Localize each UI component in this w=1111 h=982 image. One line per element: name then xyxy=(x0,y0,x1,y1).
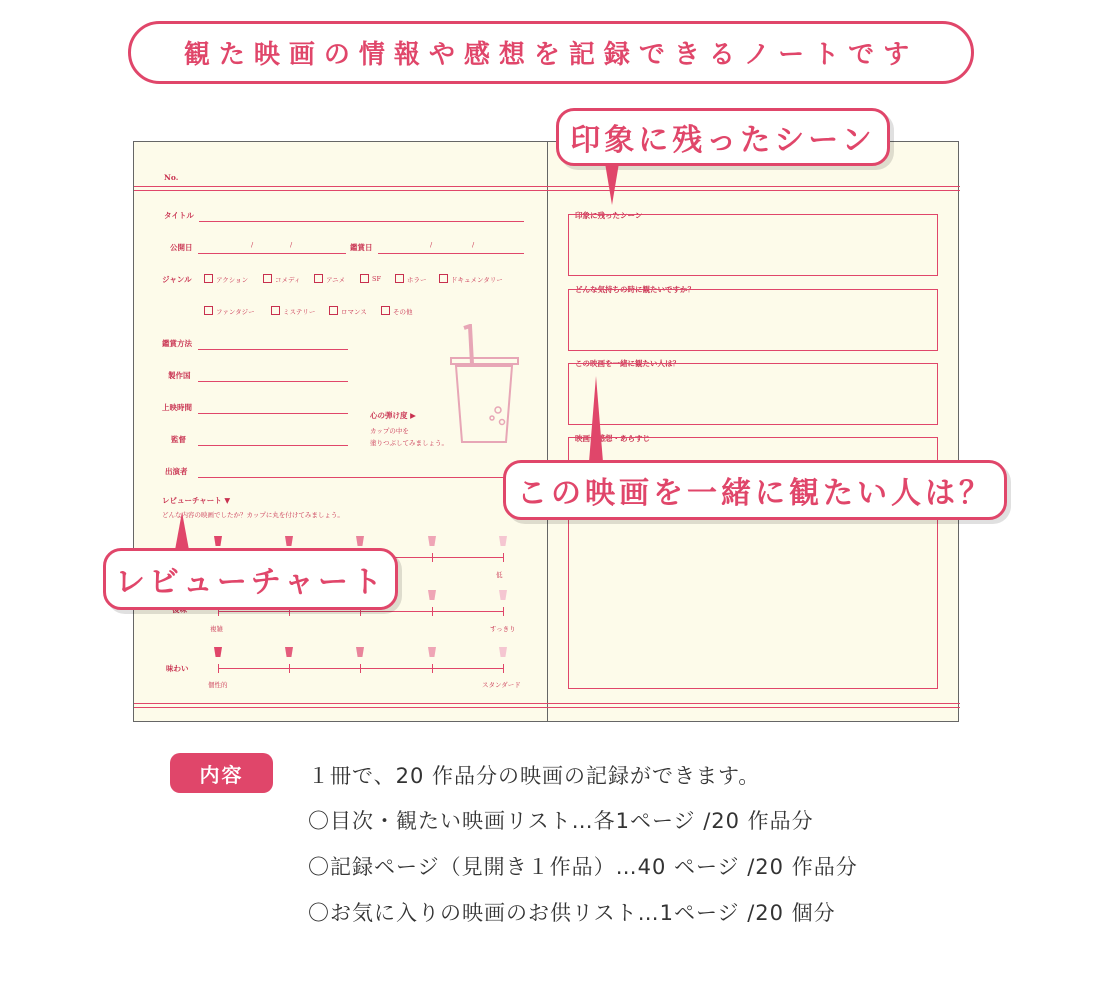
title-line[interactable] xyxy=(199,221,524,222)
scale-tick xyxy=(503,553,504,562)
contents-line: 〇お気に入りの映画のお供リスト…1ページ /20 個分 xyxy=(308,901,836,925)
scale-tick xyxy=(432,553,433,562)
callout-watch-with: この映画を一緒に観たい人は？ xyxy=(503,460,1007,520)
contents-badge: 内容 xyxy=(170,753,273,793)
scale-cup-icon[interactable] xyxy=(356,536,364,546)
scale-tick xyxy=(360,664,361,673)
scale-right-label: すっきり xyxy=(490,625,516,633)
genre-checkbox[interactable] xyxy=(314,274,323,283)
release-label: 公開日 xyxy=(170,243,193,252)
scale-cup-icon[interactable] xyxy=(285,536,293,546)
scale-cup-icon[interactable] xyxy=(499,536,507,546)
genre-option: ミステリー xyxy=(283,308,316,316)
country-label: 製作国 xyxy=(168,371,191,380)
genre-checkbox[interactable] xyxy=(439,274,448,283)
runtime-line[interactable] xyxy=(198,413,348,414)
cast-line[interactable] xyxy=(198,477,523,478)
contents-line: 〇目次・観たい映画リスト…各1ページ /20 作品分 xyxy=(308,809,814,833)
callout-impressive-scene: 印象に残ったシーン xyxy=(556,108,890,166)
scale-tick xyxy=(218,664,219,673)
scale-row-label: 味わい xyxy=(166,664,189,673)
watch-with-box[interactable] xyxy=(568,363,938,425)
notebook-spine xyxy=(547,142,548,721)
scale-right-label: 低 xyxy=(496,571,503,579)
director-label: 監督 xyxy=(171,435,186,444)
cast-label: 出演者 xyxy=(165,467,188,476)
section-label: この映画を一緒に観たい人は？ xyxy=(575,359,680,368)
genre-checkbox[interactable] xyxy=(329,306,338,315)
genre-checkbox[interactable] xyxy=(360,274,369,283)
scale-cup-icon[interactable] xyxy=(356,647,364,657)
method-label: 鑑賞方法 xyxy=(162,339,192,348)
genre-option: ホラー xyxy=(407,276,427,284)
heart-meter-label: 心の弾け度 ▶ xyxy=(370,411,416,420)
genre-checkbox[interactable] xyxy=(271,306,280,315)
review-chart-label: レビューチャート ▼ xyxy=(162,496,231,505)
section-label: どんな気持ちの時に観たいですか？ xyxy=(575,285,695,294)
callout-review-chart: レビューチャート xyxy=(103,548,398,610)
scale-tick xyxy=(289,664,290,673)
scale-cup-icon[interactable] xyxy=(499,590,507,600)
scale-cup-icon[interactable] xyxy=(428,590,436,600)
scale-left-label: 複雑 xyxy=(210,625,223,633)
genre-label: ジャンル xyxy=(162,275,192,284)
contents-line: １冊で、20 作品分の映画の記録ができます。 xyxy=(308,764,761,788)
contents-line: 〇記録ページ（見開き１作品）…40 ページ /20 作品分 xyxy=(308,855,858,879)
scale-tick xyxy=(432,607,433,616)
scale-cup-icon[interactable] xyxy=(285,647,293,657)
scale-tick xyxy=(432,664,433,673)
review-chart-desc: どんな内容の映画でしたか？カップに丸を付けてみましょう。 xyxy=(162,511,344,519)
genre-checkbox[interactable] xyxy=(263,274,272,283)
no-label: No. xyxy=(164,173,179,182)
genre-checkbox[interactable] xyxy=(204,274,213,283)
genre-option: その他 xyxy=(393,308,413,316)
impressive-scene-box[interactable] xyxy=(568,214,938,276)
genre-option: アクション xyxy=(216,276,249,284)
title-label: タイトル xyxy=(164,211,194,220)
genre-option: ドキュメンタリー xyxy=(451,276,503,284)
watch-date-label: 鑑賞日 xyxy=(350,243,373,252)
mood-box[interactable] xyxy=(568,289,938,351)
scale-cup-icon[interactable] xyxy=(428,536,436,546)
genre-option: ファンタジー xyxy=(216,308,255,316)
country-line[interactable] xyxy=(198,381,348,382)
scale-tick xyxy=(503,664,504,673)
genre-option: コメディ xyxy=(275,276,301,284)
cup-meter-icon[interactable] xyxy=(444,324,524,449)
genre-checkbox[interactable] xyxy=(381,306,390,315)
scale-right-label: スタンダード xyxy=(482,681,521,689)
scale-cup-icon[interactable] xyxy=(214,536,222,546)
watch-date-line[interactable] xyxy=(378,253,524,254)
scale-cup-icon[interactable] xyxy=(214,647,222,657)
scale-cup-icon[interactable] xyxy=(428,647,436,657)
scale-tick xyxy=(503,607,504,616)
director-line[interactable] xyxy=(198,445,348,446)
header-title: 観た映画の情報や感想を記録できるノートです xyxy=(128,21,974,84)
section-label: 印象に残ったシーン xyxy=(575,211,643,220)
genre-option: SF xyxy=(372,275,381,283)
genre-checkbox[interactable] xyxy=(204,306,213,315)
runtime-label: 上映時間 xyxy=(162,403,192,412)
genre-option: アニメ xyxy=(326,276,346,284)
section-label: 映画の感想・あらすじ xyxy=(575,434,650,443)
scale-cup-icon[interactable] xyxy=(499,647,507,657)
genre-checkbox[interactable] xyxy=(395,274,404,283)
release-line[interactable] xyxy=(198,253,346,254)
notebook-spread: No. タイトル 公開日 / / 鑑賞日 / / ジャンル アクション コメディ アニメ SF ホラー ドキュメンタリー ファンタジー ミステリー ロマンス その他 鑑賞方法 製作国 上映時間 監督 出演者 心の弾け度 ▶ カップの中を 塗りつぶしてみましょう。 レビューチャート ▼ どんな内容の映画でしたか？カップに丸を付けてみましょう。 低 複雑 すっきり 味わい 個性的 スタンダード 印象に残ったシーン どんな気持ちの時に観たいですか？ この映画を一緒に観たい人は？ 映画の感想・あらすじ xyxy=(133,141,959,722)
scale-left-label: 個性的 xyxy=(208,681,228,689)
genre-option: ロマンス xyxy=(341,308,367,316)
method-line[interactable] xyxy=(198,349,348,350)
